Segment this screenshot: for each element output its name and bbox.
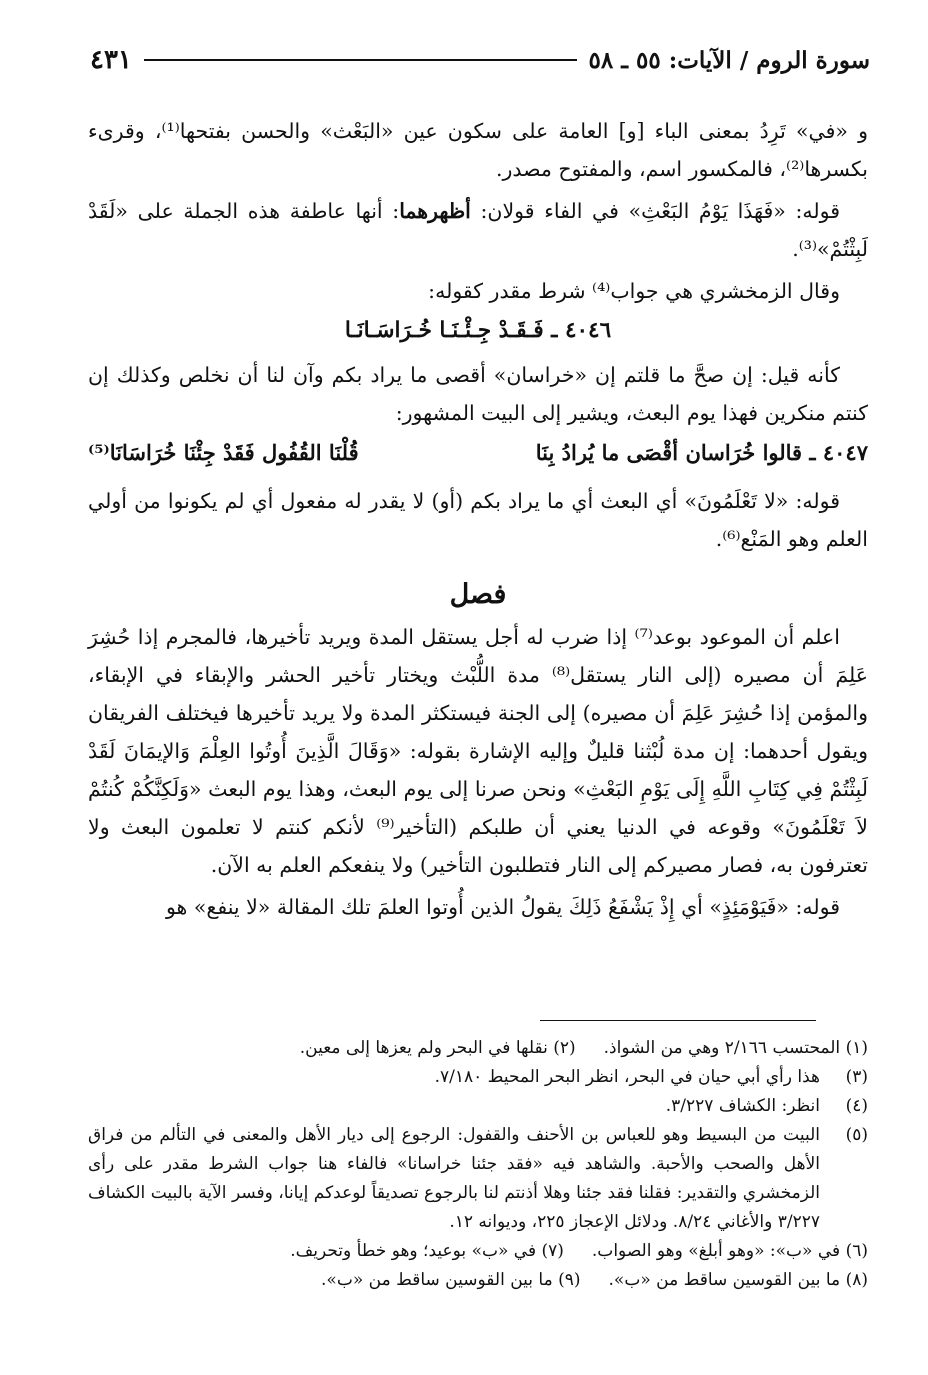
footnote-text: ما بين القوسين ساقط من «ب». <box>321 1270 553 1290</box>
footnote-text: في «ب»: «وهو أبلغ» وهو الصواب. <box>591 1241 841 1261</box>
header-rule <box>144 59 577 61</box>
footnote-7 <box>290 1237 564 1266</box>
footnote-text: نقلها في البحر ولم يعزها إلى معين. <box>299 1038 548 1058</box>
footnote-8 <box>609 1266 868 1295</box>
paragraph-2-emphasis: أظهرهما <box>399 199 471 223</box>
footnote-2 <box>300 1034 576 1063</box>
paragraph-2-start: قوله: «فَهَذَا يَوْمُ البَعْثِ» في الفاء قولان: <box>470 199 840 223</box>
footnote-9 <box>321 1266 580 1295</box>
footnote-line-6-7 <box>88 1237 868 1266</box>
footnote-number: (٢) <box>553 1038 576 1058</box>
paragraph-6: اعلم أن الموعود بوعد⁽⁷⁾ إذا ضرب له أجل يستقل المدة ويريد تأخيرها، فالمجرم إذا حُشِرَ عَلِمَ أن مصيره (إلى النار يستقل⁽⁸⁾ مدة اللُّبْث ويختار تأخير الحشر والإبقاء في الإبقاء، والمؤمن إذا حُشِرَ عَلِمَ أن مصيره) إلى الجنة فيستكثر المدة ولا يريد تأخيرها فيختلف الفريقان ويقول أحدهما: إن مدة لُبْثنا قليلٌ وإليه الإشارة بقوله: «وَقَالَ الَّذِينَ أُوتُوا العِلْمَ وَالإيمَانَ لَقَدْ لَبِثْتُمْ فِي كِتَابِ اللَّهِ إِلَى يَوْمِ البَعْثِ» ونحن صرنا إلى يوم البعث، وهذا يوم البعث «وَلَكِنَّكُمْ كُنتُمْ لاَ تَعْلَمُونَ» وقوعه في الدنيا يعني أن طلبكم (التأخير⁽⁹⁾ لأنكم كنتم لا تعلمون البعث ولا تعترفون به، فصار مصيركم إلى النار فتطلبون التأخير) ولا ينفعكم العلم به الآن. <box>88 625 868 877</box>
paragraph-5: قوله: «لا تَعْلَمُونَ» أي البعث أي ما يراد بكم (أو) لا يقدر له مفعول أي لم يكونوا من أولي العلم وهو المَنْع⁽⁶⁾. <box>88 489 868 551</box>
footnote-text: في «ب» بوعيد؛ وهو خطأ وتحريف. <box>290 1241 537 1261</box>
footnote-text: المحتسب ٢/١٦٦ وهي من الشواذ. <box>603 1038 841 1058</box>
footnote-1 <box>604 1034 868 1063</box>
paragraph-1: و «في» تَرِدُ بمعنى الباء [و] العامة على سكون عين «البَعْث» والحسن بفتحها⁽¹⁾، وقرىء بكسرها⁽²⁾، فالمكسور اسم، والمفتوح مصدر. <box>88 119 868 181</box>
footnote-number: (١) <box>845 1038 868 1058</box>
main-text <box>88 112 868 926</box>
paragraph-2-end: : أنها عاطفة هذه الجملة على «لَقَدْ لَبِثْتُمْ»⁽³⁾. <box>88 199 868 261</box>
footnote-number: (٥) <box>845 1125 868 1145</box>
footnote-4 <box>88 1092 868 1121</box>
footnote-text: هذا رأي أبي حيان في البحر، انظر البحر المحيط ٧/١٨٠. <box>434 1067 820 1087</box>
paragraph-2 <box>88 192 868 268</box>
footnote-number: (٨) <box>845 1270 868 1290</box>
footnote-number: (٩) <box>558 1270 581 1290</box>
footnote-5 <box>88 1121 868 1237</box>
verse-4047-second-hemistich: قُلْنَا القُفُول فَقَدْ جِئْنَا خُرَاسَانَا⁽⁵⁾ <box>88 440 359 465</box>
paragraph-3: وقال الزمخشري هي جواب⁽⁴⁾ شرط مقدر كقوله: <box>428 279 840 303</box>
footnote-3 <box>88 1063 868 1092</box>
section-heading: فصل <box>449 579 507 610</box>
footnote-number: (٣) <box>845 1067 868 1087</box>
footnote-6 <box>592 1237 868 1266</box>
footnote-line-1-2 <box>88 1034 868 1063</box>
footnote-number: (٤) <box>845 1096 868 1116</box>
footnote-line-8-9 <box>88 1266 868 1295</box>
footnote-number: (٦) <box>845 1241 868 1261</box>
page-number: ٤٣١ <box>90 45 132 75</box>
running-title: سورة الروم / الآيات: ٥٥ ـ ٥٨ <box>588 46 870 74</box>
footnote-text: ما بين القوسين ساقط من «ب». <box>608 1270 841 1290</box>
footnote-text: البيت من البسيط وهو للعباس بن الأحنف والقفول: الرجوع إلى ديار الأهل والمعنى في التألم من فراق الأهل والصحب والأحبة. والشاهد فيه «فقد جئنا خراسانا» فالفاء هنا جواب الشرط مقدر على رأى الزمخشري والتقدير: فقلنا فقد جئنا وهلا أذنتم لنا بالرجوع تصديقاً لوعدكم إيانا، وفسر الآية بالبيت الكشاف ٣/٢٢٧ والأغاني ٨/٢٤. ودلائل الإعجاز ٢٢٥، وديوانه ١٢. <box>88 1125 820 1232</box>
footnote-separator <box>540 1020 816 1021</box>
verse-4046: ٤٠٤٦ ـ فَـقَـدْ جِـئْـنَـا خُـرَاسَـانَـا <box>344 318 612 343</box>
paragraph-7: قوله: «فَيَوْمَئِذٍ» أي إِذْ يَشْفَعُ ذَلِكَ يقولُ الذين أُوتوا العلمَ تلك المقالة «لا ينفع» هو <box>165 895 840 919</box>
page-header <box>90 40 870 80</box>
verse-4047 <box>88 434 868 472</box>
paragraph-4: كأنه قيل: إن صحَّ ما قلتم إن «خراسان» أقصى ما يراد بكم وآن لنا أن نخلص وكذلك إن كنتم منكرين فهذا يوم البعث، ويشير إلى البيت المشهور: <box>88 363 868 425</box>
footnotes <box>88 1034 868 1295</box>
footnote-number: (٧) <box>541 1241 564 1261</box>
footnote-text: انظر: الكشاف ٣/٢٢٧. <box>665 1096 820 1116</box>
verse-4047-first-hemistich: ٤٠٤٧ ـ قالوا خُرَاسان أقْصَى ما يُرادُ بِنَا <box>535 440 868 465</box>
